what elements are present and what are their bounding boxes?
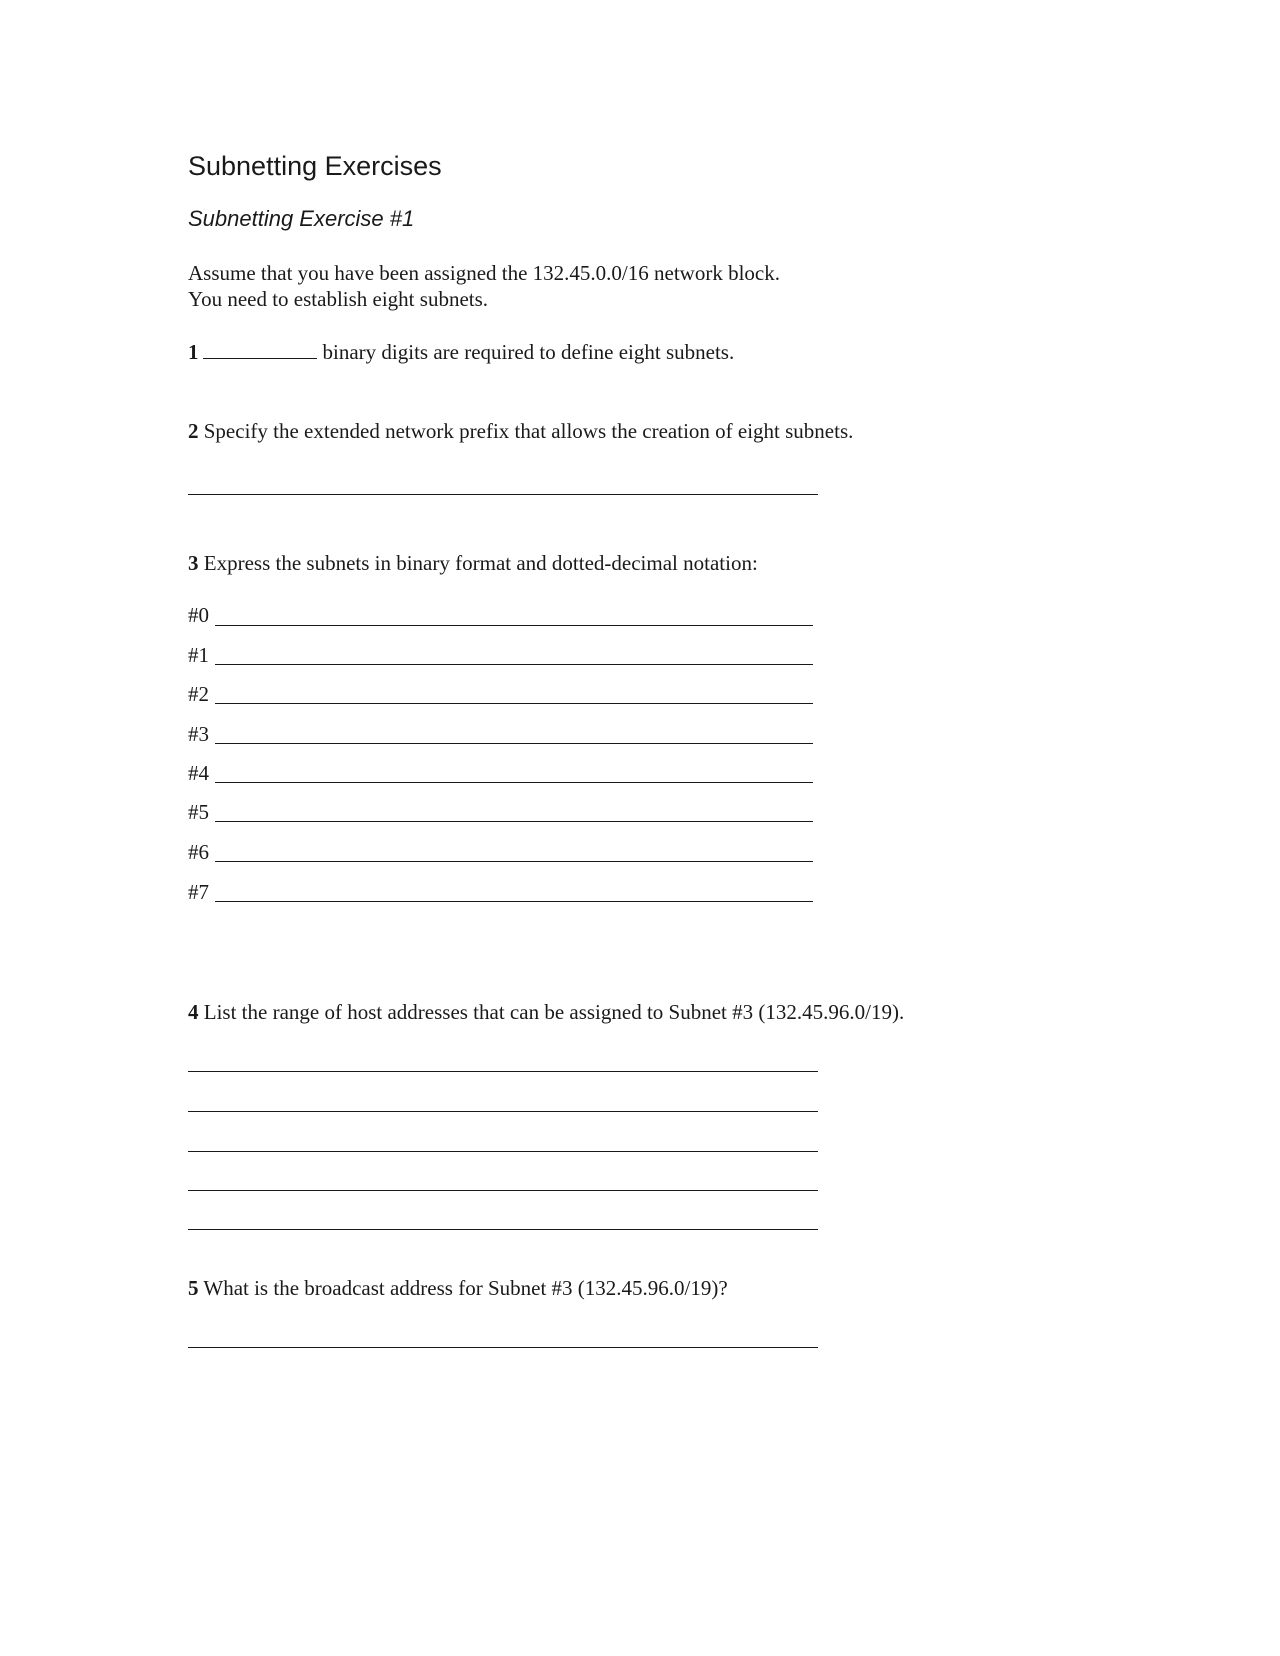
subnet-answer-line-0[interactable] xyxy=(215,625,813,626)
subnet-answer-line-1[interactable] xyxy=(215,664,813,665)
subnet-label-4: #4 xyxy=(188,761,209,785)
question-4 xyxy=(188,999,904,1025)
question-5 xyxy=(188,1275,728,1301)
page-title: Subnetting Exercises xyxy=(188,151,442,181)
question-4-answer-line-5[interactable] xyxy=(188,1229,818,1230)
subnet-label-7: #7 xyxy=(188,880,209,904)
question-3 xyxy=(188,550,758,576)
question-2-number: 2 xyxy=(188,419,199,443)
subnet-label-1: #1 xyxy=(188,643,209,667)
subnet-label-6: #6 xyxy=(188,840,209,864)
question-1-text: binary digits are required to define eight subnets. xyxy=(322,340,735,364)
subnet-label-5: #5 xyxy=(188,800,209,824)
question-4-answer-line-3[interactable] xyxy=(188,1151,818,1152)
question-1 xyxy=(188,339,734,365)
subnet-answer-line-7[interactable] xyxy=(215,901,813,902)
subnet-answer-line-4[interactable] xyxy=(215,782,813,783)
question-5-number: 5 xyxy=(188,1276,199,1300)
question-2-answer-line[interactable] xyxy=(188,494,818,495)
question-5-answer-line[interactable] xyxy=(188,1347,818,1348)
subnet-label-3: #3 xyxy=(188,722,209,746)
subnet-answer-line-2[interactable] xyxy=(215,703,813,704)
question-3-text: Express the subnets in binary format and dotted-decimal notation: xyxy=(203,551,758,575)
question-1-number: 1 xyxy=(188,340,199,364)
question-4-number: 4 xyxy=(188,1000,199,1024)
question-5-text: What is the broadcast address for Subnet #3 (132.45.96.0/19)? xyxy=(203,1276,728,1300)
question-2-text: Specify the extended network prefix that allows the creation of eight subnets. xyxy=(203,419,854,443)
subnet-label-0: #0 xyxy=(188,603,209,627)
question-3-number: 3 xyxy=(188,551,199,575)
question-4-answer-line-4[interactable] xyxy=(188,1190,818,1191)
exercise-subtitle: Subnetting Exercise #1 xyxy=(188,206,415,231)
subnet-answer-line-3[interactable] xyxy=(215,743,813,744)
question-4-text: List the range of host addresses that can be assigned to Subnet #3 (132.45.96.0/19). xyxy=(203,1000,905,1024)
intro-line-2: You need to establish eight subnets. xyxy=(188,287,489,311)
question-2 xyxy=(188,418,853,444)
subnet-label-2: #2 xyxy=(188,682,209,706)
intro-line-1: Assume that you have been assigned the 132.45.0.0/16 network block. xyxy=(188,261,780,285)
subnet-answer-line-6[interactable] xyxy=(215,861,813,862)
subnet-answer-line-5[interactable] xyxy=(215,821,813,822)
question-4-answer-line-2[interactable] xyxy=(188,1111,818,1112)
question-4-answer-line-1[interactable] xyxy=(188,1071,818,1072)
question-1-answer-blank[interactable] xyxy=(203,358,317,359)
